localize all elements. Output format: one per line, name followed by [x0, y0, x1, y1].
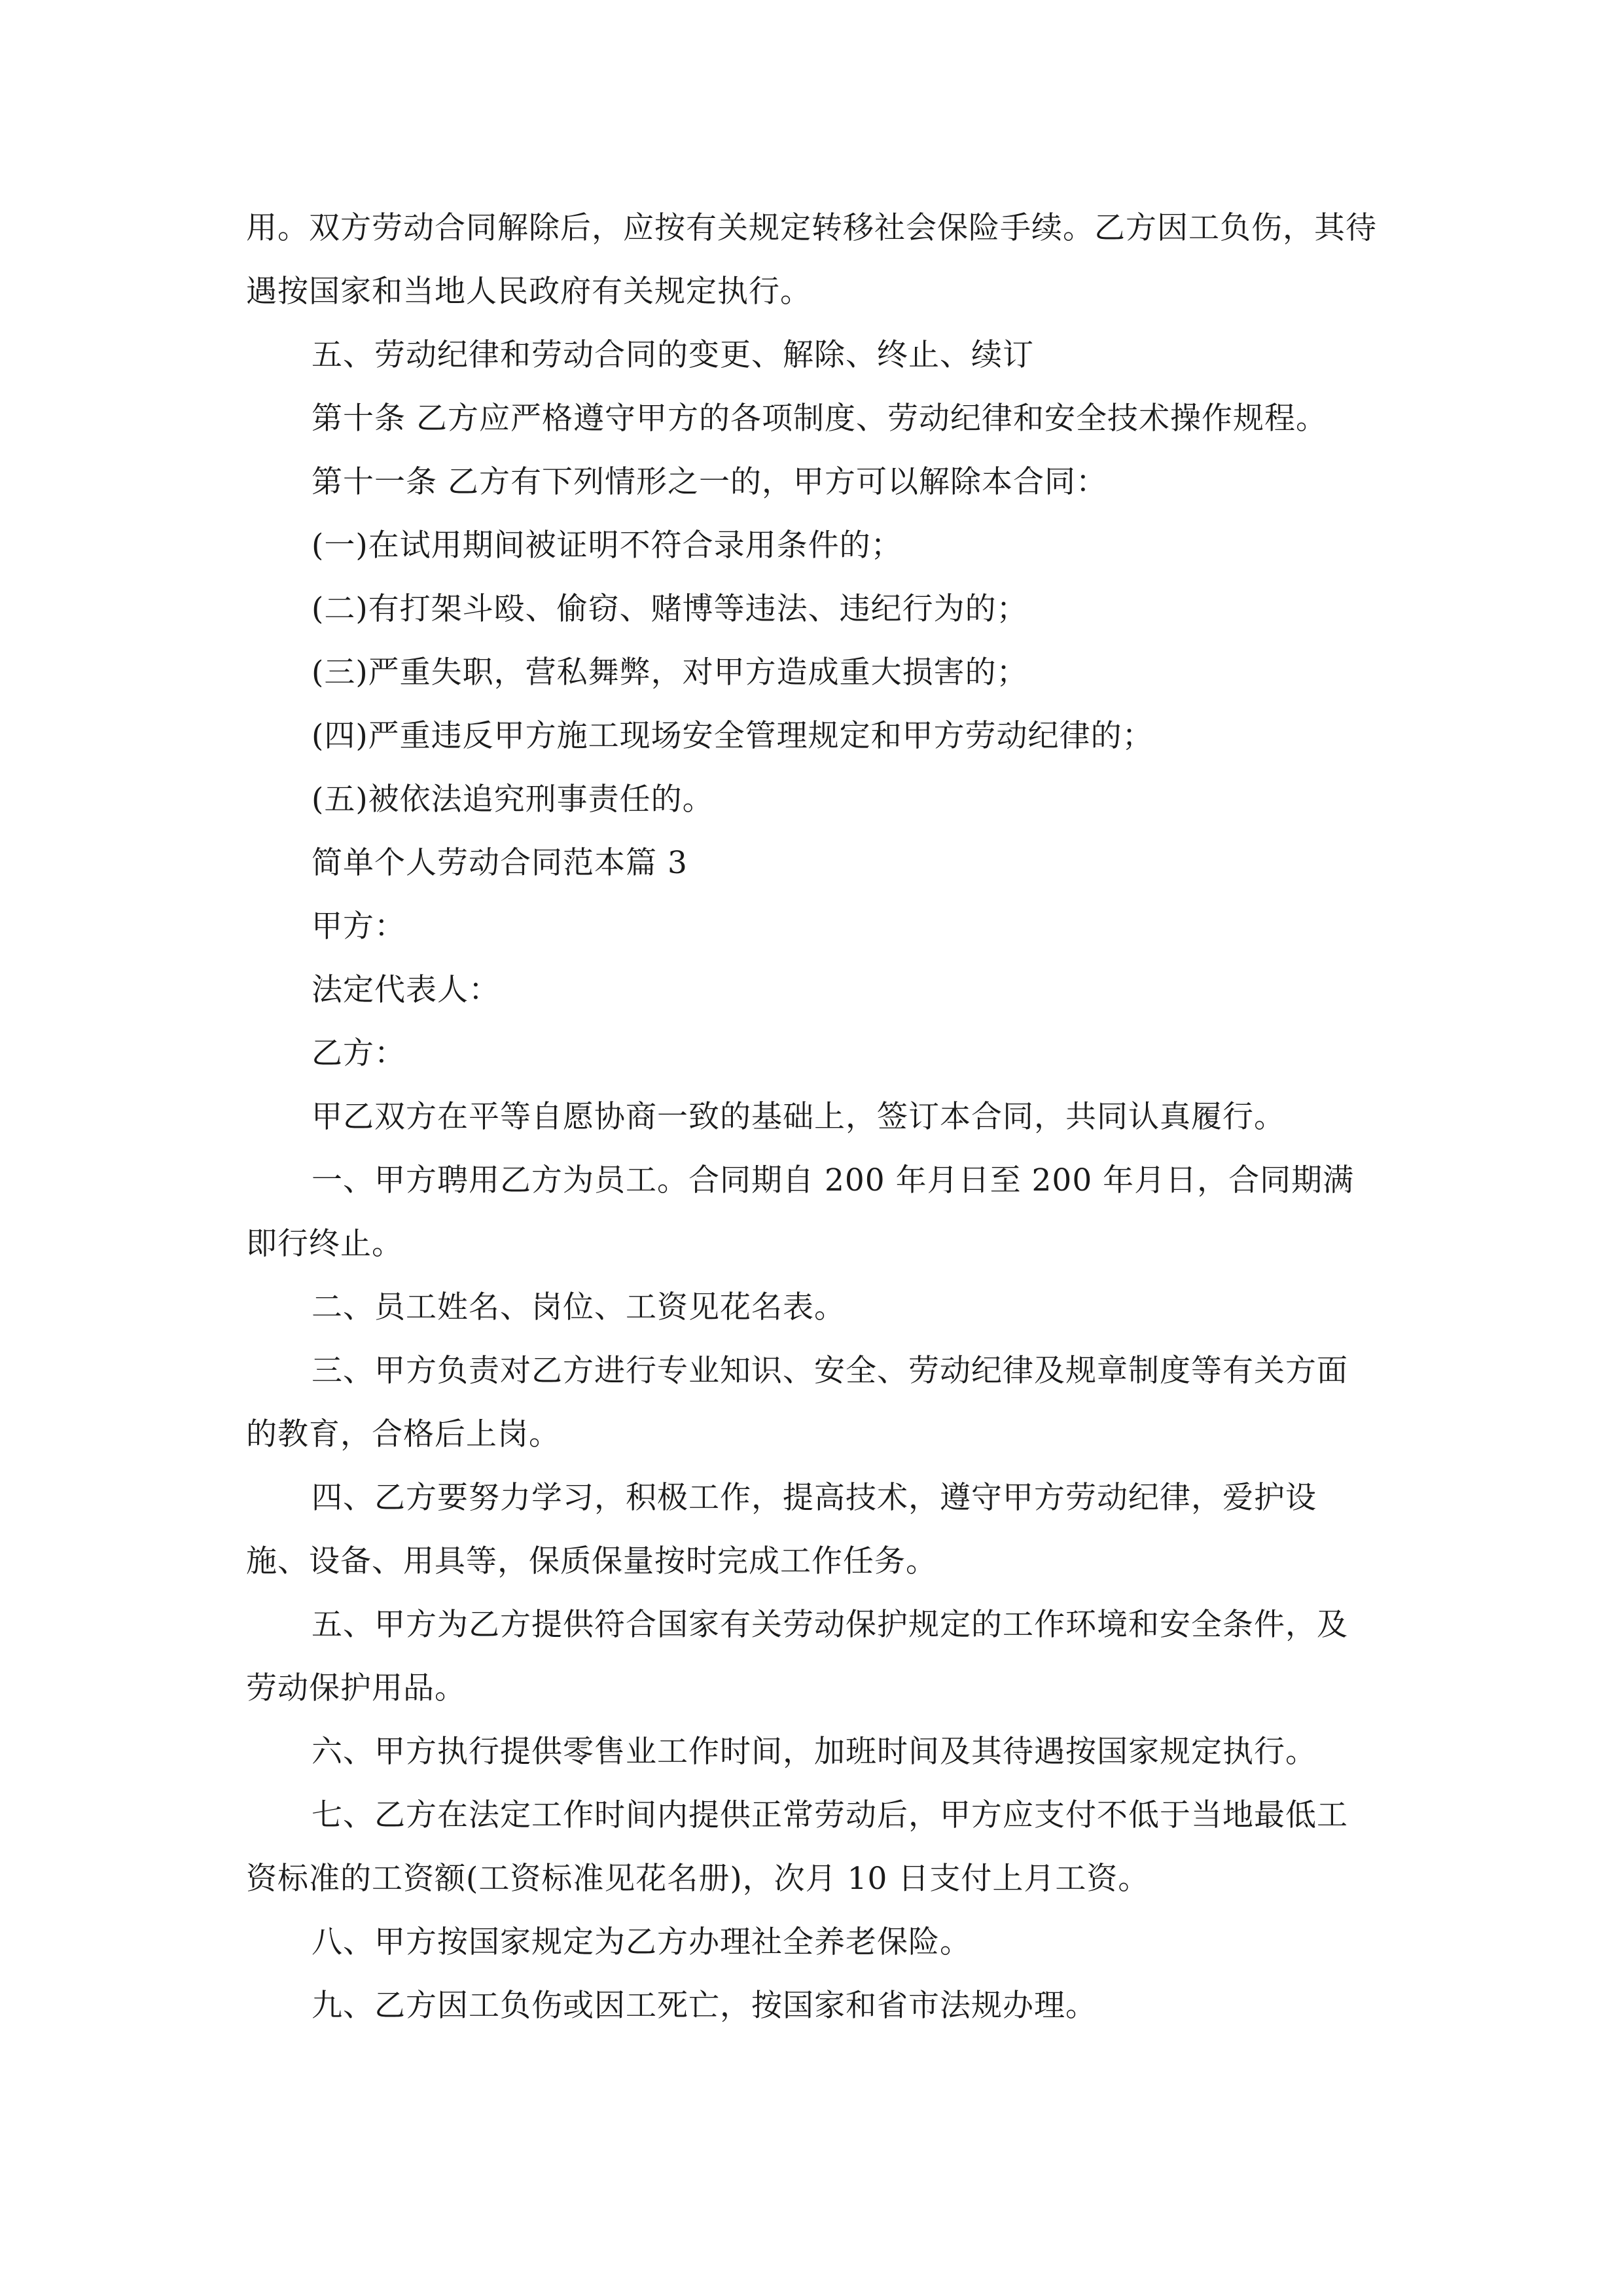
clause: 六、甲方执行提供零售业工作时间，加班时间及其待遇按国家规定执行。 [312, 1734, 1317, 1770]
section-heading: 五、劳动纪律和劳动合同的变更、解除、终止、续订 [312, 337, 1034, 373]
list-item: (四)严重违反甲方施工现场安全管理规定和甲方劳动纪律的； [312, 718, 1154, 754]
article-10: 第十条 乙方应严格遵守甲方的各项制度、劳动纪律和安全技术操作规程。 [312, 401, 1327, 437]
clause: 八、甲方按国家规定为乙方办理社全养老保险。 [312, 1924, 971, 1960]
clause: 九、乙方因工负伤或因工死亡，按国家和省市法规办理。 [312, 1988, 1097, 2024]
legal-representative-label: 法定代表人： [312, 972, 500, 1008]
list-item: (一)在试用期间被证明不符合录用条件的； [312, 528, 902, 564]
article-11: 第十一条 乙方有下列情形之一的，甲方可以解除本合同： [312, 464, 1107, 500]
clause: 三、甲方负责对乙方进行专业知识、安全、劳动纪律及规章制度等有关方面的教育，合格后上岗。 [246, 1353, 1348, 1452]
list-item: (三)严重失职，营私舞弊，对甲方造成重大损害的； [312, 655, 1028, 691]
party-a-label: 甲方： [312, 908, 406, 944]
list-item: (二)有打架斗殴、偷窃、赌博等违法、违纪行为的； [312, 591, 1028, 627]
document-title: 简单个人劳动合同范本篇 3 [312, 845, 688, 881]
document-body [246, 196, 1378, 2037]
clause: 一、甲方聘用乙方为员工。合同期自 200 年月日至 200 年月日，合同期满即行终止。 [246, 1162, 1355, 1262]
paragraph-continuation: 用。双方劳动合同解除后，应按有关规定转移社会保险手续。乙方因工负伤，其待遇按国家和当地人民政府有关规定执行。 [246, 210, 1377, 310]
list-item: (五)被依法追究刑事责任的。 [312, 781, 714, 817]
party-b-label: 乙方： [312, 1035, 406, 1071]
clause: 五、甲方为乙方提供符合国家有关劳动保护规定的工作环境和安全条件，及劳动保护用品。 [246, 1607, 1348, 1706]
preamble: 甲乙双方在平等自愿协商一致的基础上，签订本合同，共同认真履行。 [312, 1099, 1285, 1135]
clause: 四、乙方要努力学习，积极工作，提高技术，遵守甲方劳动纪律，爱护设施、设备、用具等，保质保量按时完成工作任务。 [246, 1480, 1317, 1579]
clause: 二、员工姓名、岗位、工资见花名表。 [312, 1289, 846, 1325]
clause: 七、乙方在法定工作时间内提供正常劳动后，甲方应支付不低于当地最低工资标准的工资额(工资标准见花名册)，次月 10 日支付上月工资。 [246, 1797, 1348, 1897]
